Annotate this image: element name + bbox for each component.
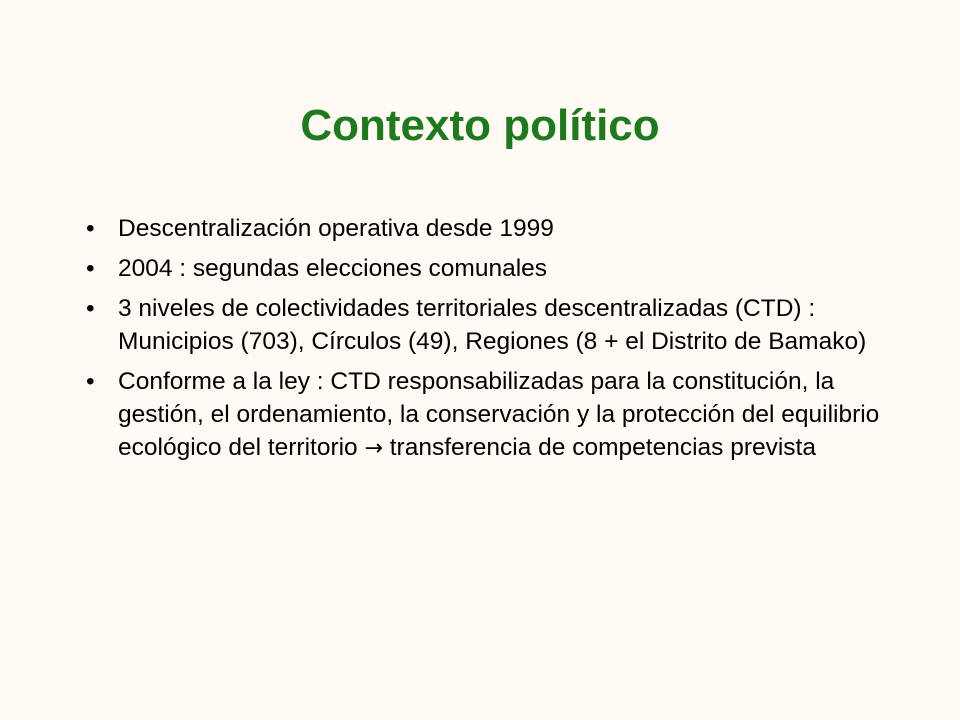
bullet-item: [80, 252, 880, 285]
bullet-marker: •: [86, 295, 95, 322]
bullet-marker: •: [86, 255, 95, 282]
bullet-text: 2004 : segundas elecciones comunales: [118, 255, 548, 282]
bullet-text: Descentralización operativa desde 1999: [118, 215, 554, 242]
bullet-text: 3 niveles de colectividades territoriales descentralizadas (CTD) : Municipios (703), Círculos (49), Regiones (8 + el Distrito de Bamako): [118, 295, 867, 355]
bullet-marker: •: [86, 215, 95, 242]
bullet-item: [80, 365, 880, 465]
bullet-text-before-arrow: Conforme a la ley : CTD responsabilizadas para la constitución, la gestión, el ordenamiento, la conservación y la protección del equilibrio ecológico del territorio: [118, 368, 880, 461]
bullet-text-after-arrow: transferencia de competencias prevista: [382, 434, 816, 461]
bullet-marker: •: [86, 368, 95, 395]
bullet-list: [80, 212, 880, 472]
slide-title: Contexto político: [300, 101, 660, 150]
right-arrow-icon: →: [364, 436, 383, 461]
bullet-item: [80, 292, 880, 358]
bullet-item: [80, 212, 880, 245]
